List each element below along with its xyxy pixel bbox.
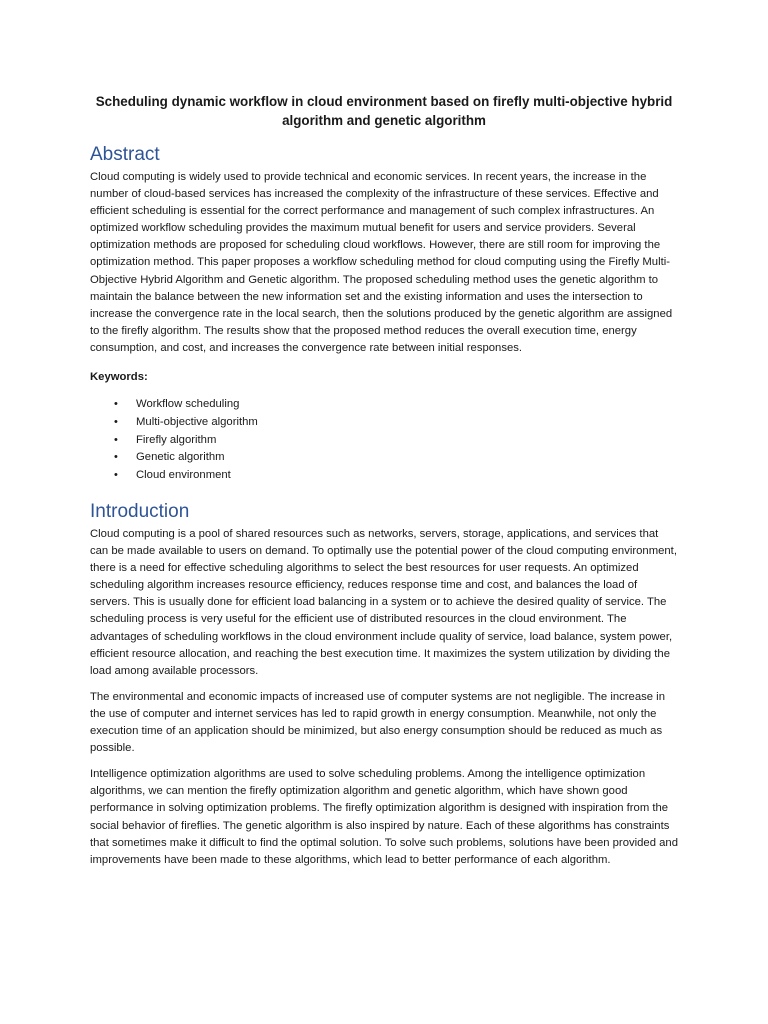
intro-paragraph: Intelligence optimization algorithms are used to solve scheduling problems. Among the intelligence optimization algorithms, we can mention the firefly optimization algorithm and genetic algorithm, which have shown good performance in solving optimization problems. The firefly optimization algorithm is designed with inspiration from the social behavior of fireflies. The genetic algorithm is also inspired by nature. Each of these algorithms has constraints that sometimes make it difficult to find the optimal solution. To solve such problems, solutions have been provided and improvements have been made to these algorithms, which lead to better performance of each algorithm. — [90, 768, 678, 866]
paper-title: Scheduling dynamic workflow in cloud environment based on firefly multi-objective hybrid algorithm and genetic algorithm — [95, 94, 673, 128]
bullet-icon: • — [114, 451, 118, 464]
keyword-item — [90, 467, 678, 485]
keywords-list — [90, 396, 678, 485]
bullet-icon: • — [114, 415, 118, 428]
keyword-item — [90, 414, 678, 432]
keyword-text: Genetic algorithm — [136, 451, 225, 464]
keyword-text: Cloud environment — [136, 469, 231, 482]
intro-paragraph: Cloud computing is a pool of shared resources such as networks, servers, storage, applications, and services that can be made available to users on demand. To optimally use the potential power of the cloud computing environment, there is a need for effective scheduling algorithms to select the best resources for user requests. An optimized scheduling algorithm increases resource efficiency, reduces response time and cost, and balances the load of servers. This is usually done for efficient load balancing in a system or to achieve the desired quality of service. The scheduling process is very useful for the efficient use of distributed resources in the cloud environment. The advantages of scheduling workflows in the cloud environment include quality of service, load balance, system power, efficient resource allocation, and reaching the best execution time. It maximizes the system utilization by dividing the load among available processors. — [90, 528, 677, 677]
intro-paragraph: The environmental and economic impacts of increased use of computer systems are not negligible. The increase in the use of computer and internet services has led to rapid growth in energy consumption. Meanwhile, not only the execution time of an application should be minimized, but also energy consumption should be reduced as much as possible. — [90, 690, 665, 755]
introduction-heading: Introduction — [90, 501, 190, 523]
bullet-icon: • — [114, 398, 118, 411]
keywords-label: Keywords: — [90, 371, 148, 384]
keyword-item — [90, 449, 678, 467]
abstract-text: Cloud computing is widely used to provide technical and economic services. In recent years, the increase in the number of cloud-based services has increased the complexity of the infrastructure of these services. Effective and efficient scheduling is essential for the correct performance and management of such complex infrastructures. An optimized workflow scheduling provides the maximum mutual benefit for users and service providers. Several optimization methods are proposed for scheduling cloud workflows. However, there are still room for improving the optimization method. This paper proposes a workflow scheduling method for cloud computing using the Firefly Multi-Objective Hybrid Algorithm and Genetic algorithm. The proposed scheduling method uses the genetic algorithm to maintain the balance between the new information set and the existing information and uses the intersection to increase the convergence rate in the local search, then the solutions produced by the genetic algorithm are assigned to the firefly algorithm. The results show that the proposed method reduces the overall execution time, energy consumption, and cost, and increases the convergence rate between initial responses. — [90, 171, 673, 354]
keyword-text: Workflow scheduling — [136, 398, 240, 411]
keyword-text: Multi-objective algorithm — [136, 415, 258, 428]
keyword-text: Firefly algorithm — [136, 433, 217, 446]
keyword-item — [90, 432, 678, 450]
keyword-item — [90, 396, 678, 414]
abstract-heading: Abstract — [90, 144, 160, 165]
bullet-icon: • — [114, 469, 118, 482]
bullet-icon: • — [114, 433, 118, 446]
